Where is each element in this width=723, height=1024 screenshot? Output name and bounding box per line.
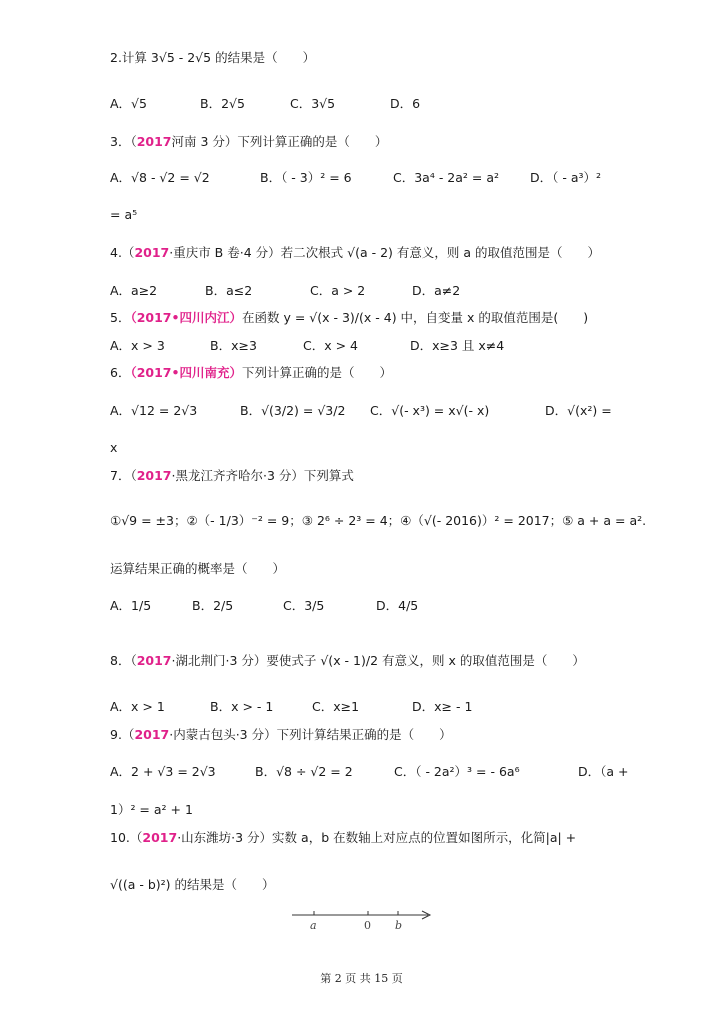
q9-stem: 9.（2017·内蒙古包头·3 分）下列计算结果正确的是（ ） [110,727,452,742]
q4-option-d: D．a≠2 [412,283,461,298]
q9-option-b: B．√8 ÷ √2 = 2 [255,764,353,779]
q10-source: 2017 [142,830,178,845]
q6-option-d: D．√(x²) = [545,403,612,418]
q8-option-b: B．x > - 1 [210,699,274,714]
q2-option-c: C．3√5 [290,96,336,111]
q7-question: 运算结果正确的概率是（ ） [110,561,286,576]
q5-option-a: A．x > 3 [110,338,165,353]
q9-wrap: 1）² = a² + 1 [110,802,193,817]
q7-option-b: B．2/5 [192,598,234,613]
q4-source: 2017 [134,245,170,260]
q7-items: ①√9 = ±3；②（- 1/3）⁻² = 9；③ 2⁶ ÷ 2³ = 4；④（√(- 2016)）² = 2017；⑤ a + a = a². [110,513,647,528]
q8-option-a: A．x > 1 [110,699,165,714]
q8-option-d: D．x≥ - 1 [412,699,473,714]
q5-option-c: C．x > 4 [303,338,358,353]
q10-stem: 10.（2017·山东潍坊·3 分）实数 a，b 在数轴上对应点的位置如图所示，化简|a| + [110,830,577,845]
q3-option-b: B．（ - 3）² = 6 [260,170,352,185]
q6-option-b: B．√(3/2) = √3/2 [240,403,346,418]
axis-label-0: 0 [364,919,371,932]
q9-source: 2017 [134,727,170,742]
q4-option-c: C．a > 2 [310,283,366,298]
q2-option-b: B．2√5 [200,96,245,111]
q2-option-d: D．6 [390,96,421,111]
q6-stem: 6．（2017•四川南充）下列计算正确的是（ ） [110,365,392,380]
q5-option-b: B．x≥3 [210,338,257,353]
q10-wrap: √((a - b)²) 的结果是（ ） [110,877,275,892]
q6-option-a: A．√12 = 2√3 [110,403,198,418]
q9-option-d: D．（a + [578,764,629,779]
q5-stem: 5．（2017•四川内江）在函数 y = √(x - 3)/(x - 4) 中，自变量 x 的取值范围是( ) [110,310,589,325]
q8-source: 2017 [136,653,172,668]
page-footer: 第 2 页 共 15 页 [320,972,403,985]
q3-wrap: = a⁵ [110,207,138,222]
q2-stem: 2.计算 3√5 - 2√5 的结果是（ ） [110,50,316,65]
q6-wrap: x [110,440,118,455]
q3-source: 2017 [136,134,172,149]
q9-option-c: C．（ - 2a²）³ = - 6a⁶ [394,764,520,779]
q2-option-a: A．√5 [110,96,147,111]
q4-stem: 4.（2017·重庆市 B 卷·4 分）若二次根式 √(a - 2) 有意义，则 a 的取值范围是（ ） [110,245,600,260]
q7-option-a: A．1/5 [110,598,152,613]
q9-option-a: A．2 + √3 = 2√3 [110,764,216,779]
q5-option-d: D．x≥3 且 x≠4 [410,338,505,353]
number-line-figure [290,905,435,933]
q6-source: （2017•四川南充） [130,365,242,380]
q5-source: （2017•四川内江） [130,310,242,325]
q8-option-c: C．x≥1 [312,699,360,714]
q4-option-a: A．a≥2 [110,283,158,298]
q3-option-a: A．√8 - √2 = √2 [110,170,210,185]
axis-label-b: b [395,919,403,932]
q3-stem: 3．（2017河南 3 分）下列计算正确的是（ ） [110,134,388,149]
q3-option-d: D．（ - a³）² [530,170,602,185]
q7-option-c: C．3/5 [283,598,325,613]
axis-label-a: a [310,919,317,932]
q3-option-c: C．3a⁴ - 2a² = a² [393,170,500,185]
q7-source: 2017 [136,468,172,483]
q8-stem: 8．（2017·湖北荆门·3 分）要使式子 √(x - 1)/2 有意义，则 x 的取值范围是（ ） [110,653,585,668]
q4-option-b: B．a≤2 [205,283,253,298]
q7-option-d: D．4/5 [376,598,419,613]
q6-option-c: C．√(- x³) = x√(- x) [370,403,490,418]
q7-stem: 7．（2017·黑龙江齐齐哈尔·3 分）下列算式 [110,468,354,483]
